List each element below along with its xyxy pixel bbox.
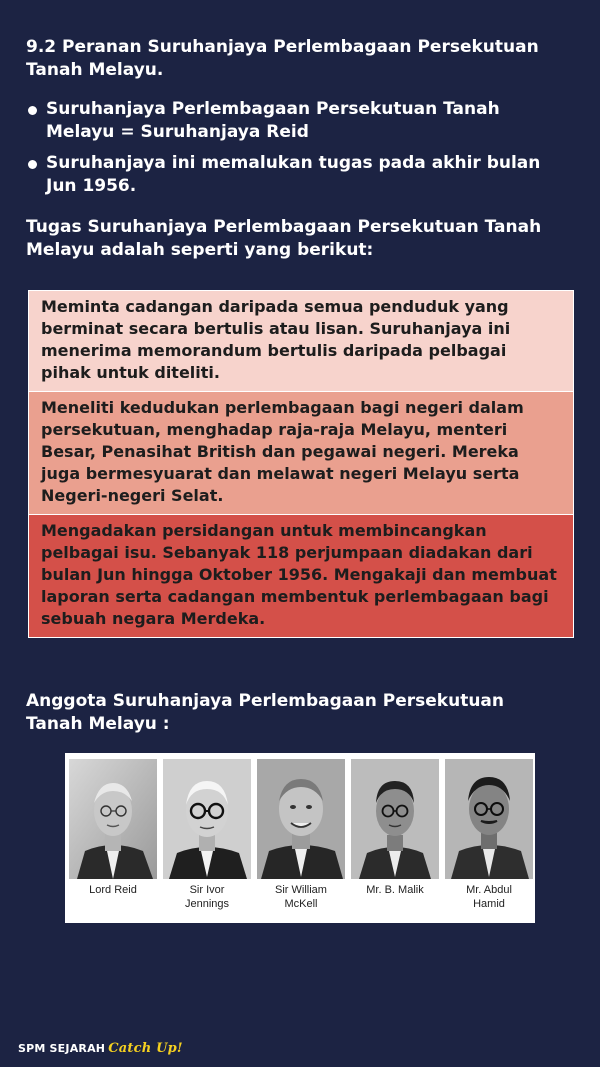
member-card: [255, 759, 347, 911]
brand-script-text: Catch Up!: [108, 1041, 183, 1056]
member-name: Mr. B. Malik: [366, 884, 424, 896]
task-row: Meneliti kedudukan perlembagaan bagi negeri dalam persekutuan, menghadap raja-raja Melayu, menteri Besar, Penasihat British dan pegawai negeri. Mereka juga bermesyuarat dan melawat negeri Melayu serta Negeri-negeri Selat.: [29, 391, 573, 514]
task-row: Meminta cadangan daripada semua penduduk yang berminat secara bertulis atau lisan. Suruhanjaya ini menerima memorandum bertulis daripada pelbagai pihak untuk diteliti.: [29, 291, 573, 391]
tasks-intro: Tugas Suruhanjaya Perlembagaan Persekutuan Tanah Melayu adalah seperti yang berikut:: [26, 217, 542, 260]
member-name: Mr. Abdul Hamid: [466, 884, 512, 910]
portrait-image: [351, 759, 439, 879]
bullet-text: Suruhanjaya Perlembagaan Persekutuan Tanah Melayu = Suruhanjaya Reid: [46, 99, 500, 142]
portrait-image: [69, 759, 157, 879]
bullet-item: [26, 98, 566, 144]
bullet-text: Suruhanjaya ini memalukan tugas pada akhir bulan Jun 1956.: [46, 153, 541, 196]
member-card: [349, 759, 441, 897]
bullet-icon: [28, 106, 37, 115]
bullet-list: [26, 98, 566, 206]
members-photo-card: [65, 753, 535, 923]
members-heading: Anggota Suruhanjaya Perlembagaan Persekutuan Tanah Melayu :: [26, 691, 505, 734]
member-card: [67, 759, 159, 897]
member-name: Sir William McKell: [275, 884, 327, 910]
member-name: Sir Ivor Jennings: [184, 884, 230, 910]
brand-logo: [18, 1041, 183, 1056]
task-row: Mengadakan persidangan untuk membincangkan pelbagai isu. Sebanyak 118 perjumpaan diadakan dari bulan Jun hingga Oktober 1956. Mengakaji dan membuat laporan serta cadangan membentuk perlembagaan bagi sebuah negara Merdeka.: [29, 514, 573, 637]
bullet-item: [26, 152, 566, 198]
member-card: [161, 759, 253, 911]
member-name: Lord Reid: [89, 884, 137, 896]
section-title: 9.2 Peranan Suruhanjaya Perlembagaan Persekutuan Tanah Melayu.: [26, 37, 539, 80]
tasks-table: [28, 290, 574, 638]
portrait-image: [257, 759, 345, 879]
portrait-image: [445, 759, 533, 879]
portrait-image: [163, 759, 251, 879]
bullet-icon: [28, 160, 37, 169]
brand-main-text: SPM SEJARAH: [18, 1042, 106, 1055]
member-card: [443, 759, 535, 911]
